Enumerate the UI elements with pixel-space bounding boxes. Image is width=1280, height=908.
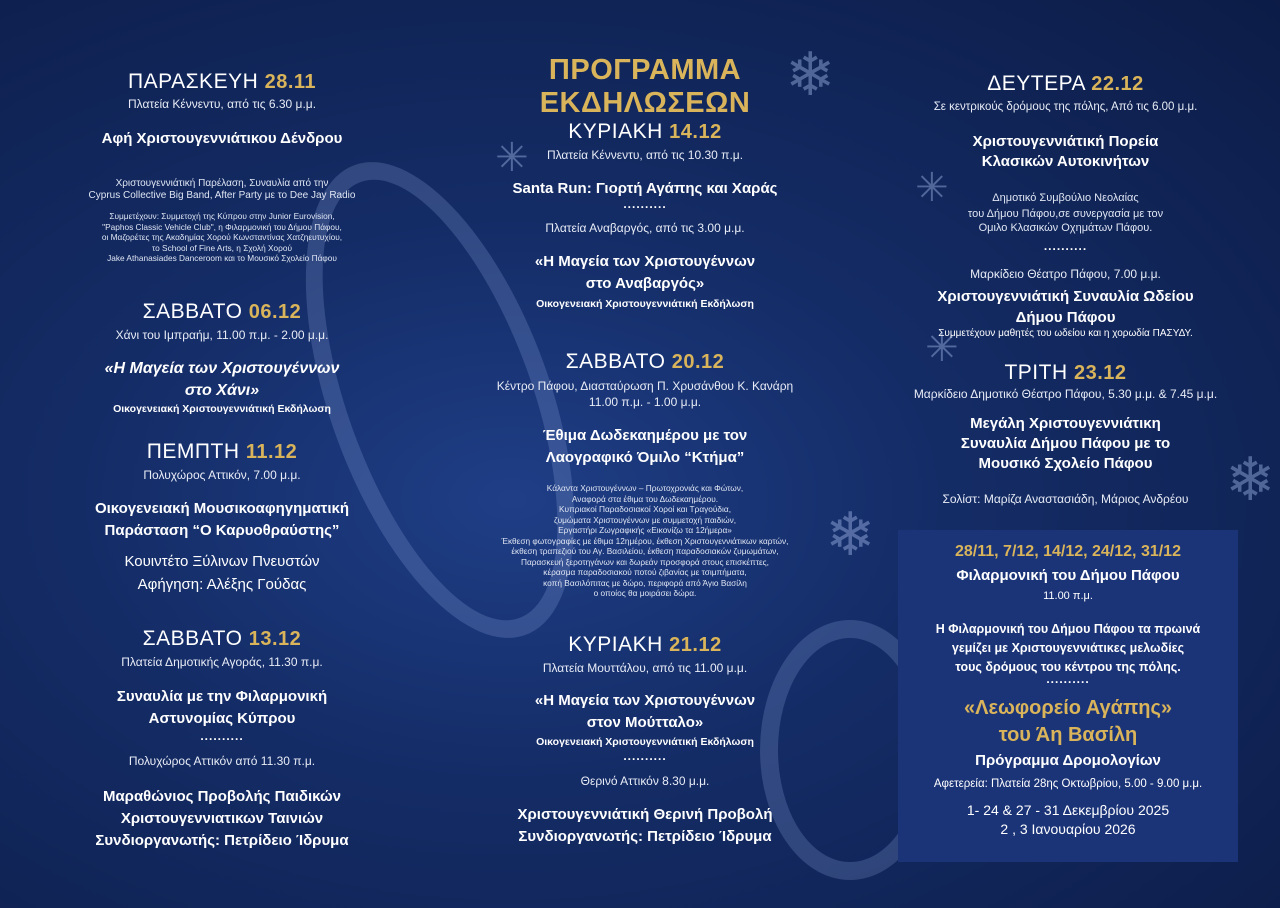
box-dates: 28/11, 7/12, 14/12, 24/12, 31/12: [955, 543, 1181, 560]
event-heading: ΔΕΥΤΕΡΑ 22.12: [987, 72, 1144, 95]
snowflake-icon: ❄: [1225, 446, 1276, 513]
event-location: Πολυχώρος Αττικόν, 7.00 μ.μ.: [143, 468, 301, 482]
event-title: «Η Μαγεία των Χριστουγέννων: [534, 692, 756, 709]
event-location: Πλατεία Αναβαργός, από τις 3.00 μ.μ.: [545, 221, 745, 235]
event-note: Κυπριακοί Παραδοσιακοί Χοροί και Τραγούδια,: [559, 504, 731, 514]
separator-dots: ..........: [1043, 239, 1088, 253]
event-participants: Jake Athanasiades Danceroom και το Μουσικό Σχολείο Πάφου: [107, 253, 337, 263]
event-heading: ΤΡΙΤΗ 23.12: [1004, 361, 1127, 384]
event-heading: ΠΑΡΑΣΚΕΥΗ 28.11: [127, 70, 317, 93]
event-location: Πλατεία Δημοτικής Αγοράς, 11.30 π.μ.: [121, 655, 323, 669]
event-title: στο Αναβαργός»: [585, 275, 705, 292]
event-location: Μαρκίδειο Θέατρο Πάφου, 7.00 μ.μ.: [970, 267, 1161, 281]
event-note: ο οποίος θα μοιράσει δώρα.: [593, 588, 697, 598]
event-title: Συναυλία με την Φιλαρμονική: [116, 688, 328, 705]
event-title: Παράσταση “Ο Καρυοθραύστης”: [104, 522, 340, 539]
event-title: Δήμου Πάφου: [1015, 309, 1116, 326]
event-location: Πλατεία Μουττάλου, από τις 11.00 μ.μ.: [542, 661, 748, 675]
event-location: Κέντρο Πάφου, Διασταύρωση Π. Χρυσάνθου Κ. Κανάρη: [496, 379, 794, 393]
snowflake-icon: ✳: [495, 136, 529, 180]
event-location: Μαρκίδειο Δημοτικό Θέατρο Πάφου, 5.30 μ.μ. & 7.45 μ.μ.: [913, 387, 1218, 401]
event-heading: ΣΑΒΒΑΤΟ 20.12: [565, 350, 725, 373]
page-title: ΠΡΟΓΡΑΜΜΑ ΕΚΔΗΛΩΣΕΩΝ: [539, 54, 751, 119]
event-note: Cyprus Collective Big Band, After Party με το Dee Jay Radio: [88, 190, 356, 201]
event-title: «Η Μαγεία των Χριστουγέννων: [534, 253, 756, 270]
event-location: Θερινό Αττικόν 8.30 μ.μ.: [580, 774, 710, 788]
event-heading: ΣΑΒΒΑΤΟ 06.12: [142, 300, 302, 323]
left-column: [62, 0, 382, 908]
event-participants: "Paphos Classic Vehicle Club", η Φιλαρμονική του Δήμου Πάφου,: [102, 221, 342, 232]
event-title: Μεγάλη Χριστουγεννιάτικη: [970, 415, 1161, 432]
event-title: Χριστουγεννιατικων Ταινιών: [120, 810, 324, 827]
event-location: Πλατεία Κέννεντυ, από τις 10.30 π.μ.: [546, 148, 744, 162]
event-note: του Δήμου Πάφου,σε συνεργασία με τον: [967, 208, 1164, 220]
event-heading: ΚΥΡΙΑΚΗ 21.12: [568, 633, 722, 656]
event-participants: Συμμετέχουν: Συμμετοχή της Κύπρου στην Junior Eurovision,: [109, 211, 335, 221]
event-location: Σε κεντρικούς δρόμους της πόλης, Από τις 6.00 μ.μ.: [933, 101, 1198, 113]
event-location: Χάνι του Ιμπραήμ, 11.00 π.μ. - 2.00 μ.μ.: [115, 328, 329, 342]
event-title: Χριστουγεννιάτική Συναυλία Ωδείου: [937, 288, 1194, 305]
event-note: Κουιντέτο Ξύλινων Πνευστών: [124, 553, 320, 570]
event-note: κέρασμα παραδοσιακού ποτού ζιβανίας με τσιμπήματα,: [543, 567, 747, 577]
event-subtitle: Οικογενειακή Χριστουγεννιάτική Εκδήλωση: [536, 298, 754, 310]
event-title: Μαραθώνιος Προβολής Παιδικών: [102, 788, 342, 805]
event-title: στον Μούτταλο»: [586, 714, 704, 731]
box-description: Η Φιλαρμονική του Δήμου Πάφου τα πρωινά: [935, 622, 1201, 636]
event-title: Λαογραφικό Όμιλο “Κτήμα”: [545, 449, 745, 466]
event-title: στο Χάνι»: [184, 382, 260, 399]
box-description: γεμίζει με Χριστουγεννιάτικες μελωδίες: [951, 641, 1185, 655]
separator-dots: ..........: [200, 729, 244, 743]
event-subtitle: Οικογενειακή Χριστουγεννιάτική Εκδήλωση: [536, 736, 754, 748]
event-title: «Η Μαγεία των Χριστουγέννων: [104, 360, 340, 377]
event-note: κοπή Βασιλόπιτας με δώρο, περιφορά από Άγιο Βασίλη: [543, 577, 747, 588]
schedule-start: Αφετερεία: Πλατεία 28ης Οκτωβρίου, 5.00 - 9.00 μ.μ.: [933, 778, 1203, 790]
event-participants: το School of Fine Arts, η Σχολή Χορού: [151, 242, 293, 253]
event-location: Πολυχώρος Αττικόν από 11.30 π.μ.: [128, 754, 316, 768]
event-participants: οι Μαζορέτες της Ακαδημίας Χορού Κωνσταντίνας Χατζηευτυχίου,: [101, 232, 343, 242]
schedule-period: 1- 24 & 27 - 31 Δεκεμβρίου 2025: [966, 802, 1170, 818]
event-note: Αφήγηση: Αλέξης Γούδας: [137, 576, 307, 593]
bus-title: του Άη Βασίλη: [998, 724, 1138, 746]
event-note: Παρασκευή ξεροτηγάνων και δωρεάν προσφορά στους επισκέπτες,: [520, 556, 769, 567]
event-title: Οικογενειακή Μουσικοαφηγηματική: [94, 500, 350, 517]
schedule-title: Πρόγραμμα Δρομολογίων: [975, 752, 1161, 769]
event-title: Αστυνομίας Κύπρου: [148, 710, 296, 727]
event-time: 11.00 π.μ. - 1.00 μ.μ.: [588, 395, 702, 409]
event-note: Κάλαντα Χριστουγέννων – Πρωτοχρονιάς και Φώτων,: [546, 483, 744, 493]
event-soloists: Σολίστ: Μαρίζα Αναστασιάδη, Μάριος Ανδρέου: [942, 492, 1189, 506]
event-heading: ΠΕΜΠΤΗ 11.12: [146, 440, 298, 463]
event-title: Μουσικό Σχολείο Πάφου: [978, 455, 1153, 472]
event-note: Εργαστήρι Ζωγραφικής «Εικονίζω τα 12ήμερα»: [558, 525, 732, 535]
event-title: Συνδιοργανωτής: Πετρίδειο Ίδρυμα: [95, 832, 349, 849]
event-title: Κλασικών Αυτοκινήτων: [981, 153, 1150, 170]
separator-dots: ..........: [623, 749, 667, 763]
event-subtitle: Οικογενειακή Χριστουγεννιάτική Εκδήλωση: [113, 403, 331, 415]
event-note: ζυμώματα Χριστουγέννων με συμμετοχή παιδιών,: [553, 514, 737, 525]
event-note: Αναφορά στα έθιμα του Δωδεκαημέρου.: [571, 493, 719, 504]
event-title: Συνδιοργανωτής: Πετρίδειο Ίδρυμα: [518, 828, 772, 845]
philharmonic-info-box: [898, 530, 1238, 862]
snowflake-icon: ❄: [825, 501, 876, 568]
event-title: Συναυλία Δήμου Πάφου με το: [960, 435, 1171, 452]
event-note: Δημοτικό Συμβούλιο Νεολαίας: [992, 192, 1139, 204]
separator-dots: ..........: [1046, 672, 1090, 686]
event-title: Χριστουγεννιάτική Πορεία: [972, 133, 1159, 150]
snowflake-icon: ❄: [785, 41, 836, 108]
event-title: Έθιμα Δωδεκαημέρου με τον: [542, 427, 748, 444]
separator-dots: ..........: [623, 197, 667, 211]
event-subtitle: Συμμετέχουν μαθητές του ωδείου και η χορωδία ΠΑΣΥΔΥ.: [938, 328, 1193, 339]
middle-column: [455, 0, 835, 908]
bus-title: «Λεωφορείο Αγάπης»: [964, 697, 1172, 719]
event-heading: ΚΥΡΙΑΚΗ 14.12: [568, 120, 722, 143]
event-note: έκθεση τραπεζιού του Αγ. Βασιλείου, έκθεση παραδοσιακών ζυμωμάτων,: [511, 546, 779, 556]
box-title: Φιλαρμονική του Δήμου Πάφου: [956, 567, 1180, 584]
event-title: Χριστουγεννιάτική Θερινή Προβολή: [517, 806, 773, 823]
event-note: Χριστουγεννιάτική Παρέλαση, Συναυλία από την: [115, 178, 329, 189]
event-note: Ομιλο Κλασικών Οχημάτων Πάφου.: [978, 222, 1153, 234]
snowflake-icon: ✳: [915, 166, 949, 210]
event-location: Πλατεία Κέννεντυ, από τις 6.30 μ.μ.: [127, 97, 317, 111]
event-note: Έκθεση φωτογραφίες με έθιμα 12ημέρου, έκθεση Χριστουγεννιάτικων καρτών,: [501, 535, 789, 546]
event-title: Santa Run: Γιορτή Αγάπης και Χαράς: [512, 180, 778, 197]
schedule-period: 2 , 3 Ιανουαρίου 2026: [1000, 821, 1136, 837]
snowflake-icon: ✳: [925, 326, 959, 370]
event-title: Αφή Χριστουγεννιάτικου Δένδρου: [101, 130, 343, 147]
event-heading: ΣΑΒΒΑΤΟ 13.12: [142, 627, 302, 650]
box-time: 11.00 π.μ.: [1043, 590, 1093, 602]
box-description: τους δρόμους του κέντρου της πόλης.: [955, 660, 1181, 674]
